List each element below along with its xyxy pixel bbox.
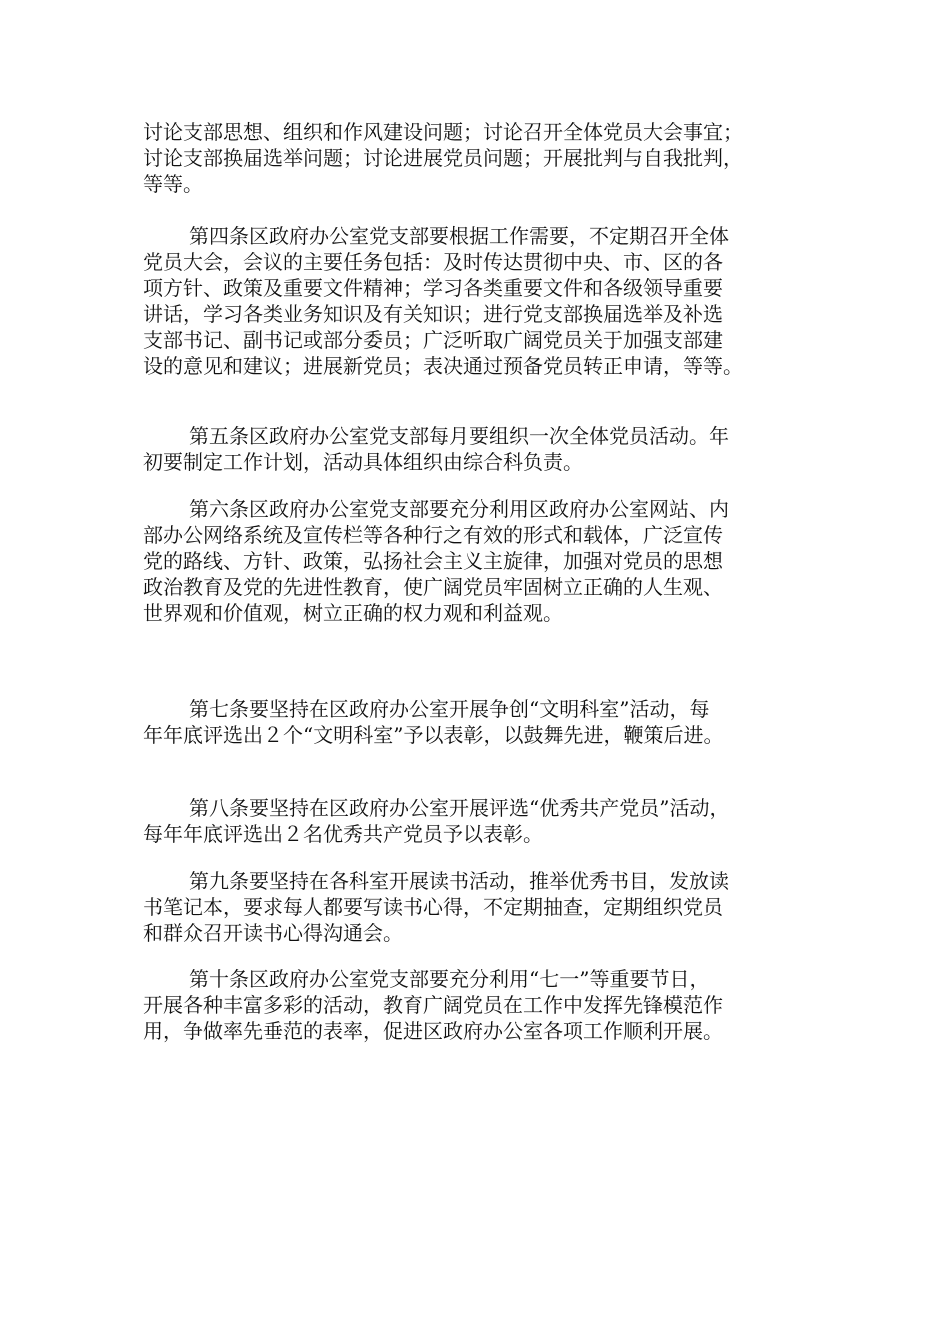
text-line: 第四条区政府办公室党支部要根据工作需要，不定期召开全体: [189, 224, 729, 248]
paragraph-article-8: [143, 795, 828, 847]
text-line: 讨论支部换届选举问题；讨论进展党员问题；开展批判与自我批判，: [143, 146, 743, 170]
text-line: 初要制定工作计划，活动具体组织由综合科负责。: [143, 450, 583, 474]
text-line: 等等。: [143, 172, 203, 196]
paragraph-article-10: [143, 966, 828, 1044]
text-line: 第七条要坚持在区政府办公室开展争创“文明科室”活动，每: [189, 697, 710, 721]
text-line: 第八条要坚持在区政府办公室开展评选“优秀共产党员”活动，: [189, 796, 730, 820]
text-line: 和群众召开读书心得沟通会。: [143, 921, 403, 945]
text-line: 部办公网络系统及宣传栏等各种行之有效的形式和载体，广泛宣传: [143, 523, 723, 547]
text-line: 书笔记本，要求每人都要写读书心得，不定期抽查，定期组织党员: [143, 895, 723, 919]
text-line: 支部书记、副书记或部分委员；广泛听取广阔党员关于加强支部建: [143, 328, 723, 352]
text-line: 开展各种丰富多彩的活动，教育广阔党员在工作中发挥先锋模范作: [143, 993, 723, 1017]
paragraph-article-7: [143, 696, 828, 748]
text-line: 每年年底评选出２名优秀共产党员予以表彰。: [143, 822, 543, 846]
paragraph-article-4: [143, 223, 828, 379]
text-line: 党员大会，会议的主要任务包括：及时传达贯彻中央、市、区的各: [143, 250, 723, 274]
text-line: 第六条区政府办公室党支部要充分利用区政府办公室网站、内: [189, 497, 729, 521]
text-line: 党的路线、方针、政策，弘扬社会主义主旋律，加强对党员的思想: [143, 549, 723, 573]
text-line: 第五条区政府办公室党支部每月要组织一次全体党员活动。年: [189, 424, 729, 448]
text-line: 设的意见和建议；进展新党员；表决通过预备党员转正申请，等等。: [143, 354, 743, 378]
text-line: 讨论支部思想、组织和作风建设问题；讨论召开全体党员大会事宜；: [143, 120, 743, 144]
text-line: 政治教育及党的先进性教育，使广阔党员牢固树立正确的人生观、: [143, 575, 723, 599]
paragraph-article-3-continued: [143, 119, 828, 197]
paragraph-article-5: [143, 423, 828, 475]
text-line: 世界观和价值观，树立正确的权力观和利益观。: [143, 601, 563, 625]
paragraph-article-6: [143, 496, 828, 626]
text-line: 用，争做率先垂范的表率，促进区政府办公室各项工作顺利开展。: [143, 1019, 723, 1043]
text-line: 项方针、政策及重要文件精神；学习各类重要文件和各级领导重要: [143, 276, 723, 300]
paragraph-article-9: [143, 868, 828, 946]
text-line: 年年底评选出２个“文明科室”予以表彰，以鼓舞先进，鞭策后进。: [143, 723, 724, 747]
text-line: 第十条区政府办公室党支部要充分利用“七一”等重要节日，: [189, 967, 710, 991]
text-line: 第九条要坚持在各科室开展读书活动，推举优秀书目，发放读: [189, 869, 729, 893]
text-line: 讲话，学习各类业务知识及有关知识；进行党支部换届选举及补选: [143, 302, 723, 326]
